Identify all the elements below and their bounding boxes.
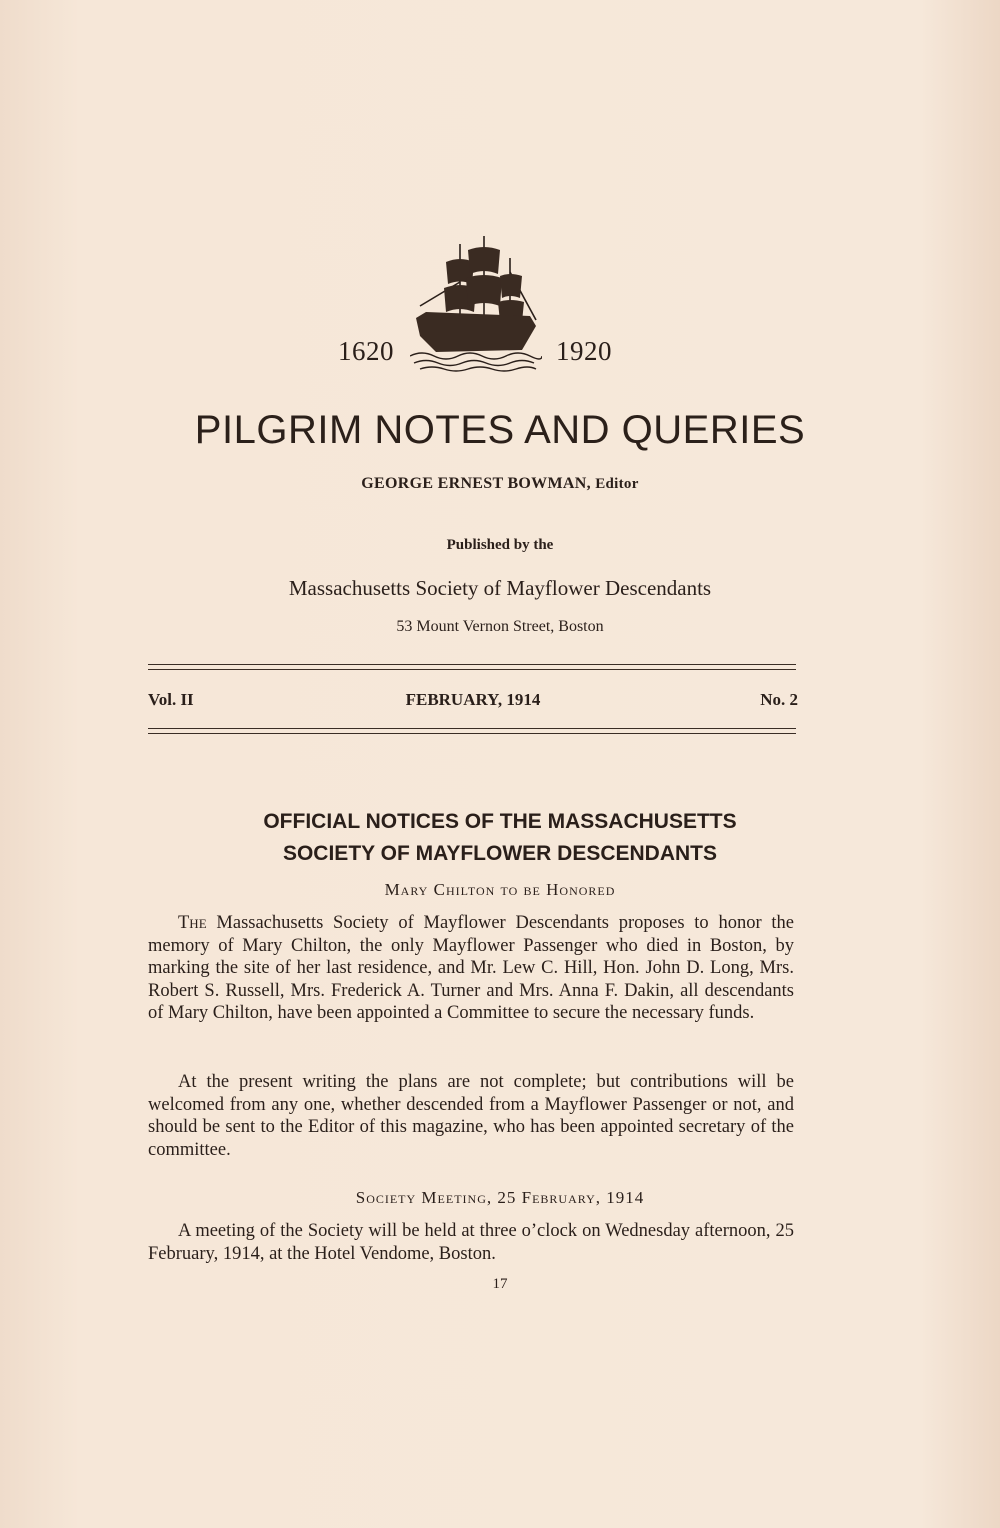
section1-paragraph1 bbox=[148, 912, 794, 1025]
top-rule bbox=[148, 664, 796, 665]
issue-number: No. 2 bbox=[760, 690, 798, 709]
paragraph-text: Massachusetts Society of Mayflower Descendants proposes to honor the memory of Mary Chilton, the only Mayflower Passenger who died in Boston, by marking the site of her last residence, and Mr. Lew C. Hill, Hon. John D. Long, Mrs. Robert S. Russell, Mrs. Frederick A. Turner and Mrs. Anna F. Dakin, all descendants of Mary Chilton, have been appointed a Committee to secure the necessary funds. bbox=[148, 913, 794, 1024]
mayflower-ship-icon bbox=[410, 232, 542, 372]
year-end: 1920 bbox=[556, 336, 612, 366]
article-heading bbox=[0, 806, 1000, 870]
editor-line bbox=[0, 475, 1000, 493]
editor-role: Editor bbox=[595, 476, 639, 492]
article-heading-line2: SOCIETY OF MAYFLOWER DESCENDANTS bbox=[282, 842, 718, 865]
published-by: Published by the bbox=[446, 537, 554, 553]
paragraph-text: A meeting of the Society will be held at three o’clock on Wednesday afternoon, 25 February, 1914, at the Hotel Vendome, Boston. bbox=[148, 1221, 794, 1264]
section1-title: Mary Chilton to be Honored bbox=[384, 880, 616, 899]
journal-title: PILGRIM NOTES AND QUERIES bbox=[194, 408, 806, 452]
publisher-name: Massachusetts Society of Mayflower Descendants bbox=[288, 576, 712, 600]
section1-paragraph2 bbox=[148, 1071, 794, 1161]
section2-title: Society Meeting, 25 February, 1914 bbox=[355, 1188, 645, 1207]
paragraph-text: At the present writing the plans are not complete; but contributions will be welcomed from any one, whether descended from a Mayflower Passenger or not, and should be sent to the Editor of this magazine, who has been appointed secretary of the committee. bbox=[148, 1072, 794, 1160]
top-rule-double bbox=[148, 669, 796, 670]
bottom-rule bbox=[148, 728, 796, 729]
section2-paragraph1 bbox=[148, 1220, 794, 1265]
article-heading-line1: OFFICIAL NOTICES OF THE MASSACHUSETTS bbox=[263, 810, 737, 833]
issue-volume: Vol. II bbox=[148, 690, 194, 709]
issue-date: FEBRUARY, 1914 bbox=[405, 690, 541, 709]
bottom-rule-double bbox=[148, 733, 796, 734]
paragraph-lead-word: The bbox=[178, 913, 207, 933]
year-start: 1620 bbox=[338, 336, 394, 366]
page-number: 17 bbox=[492, 1276, 508, 1292]
editor-name: GEORGE ERNEST BOWMAN, bbox=[361, 475, 591, 492]
publisher-address: 53 Mount Vernon Street, Boston bbox=[396, 618, 604, 635]
